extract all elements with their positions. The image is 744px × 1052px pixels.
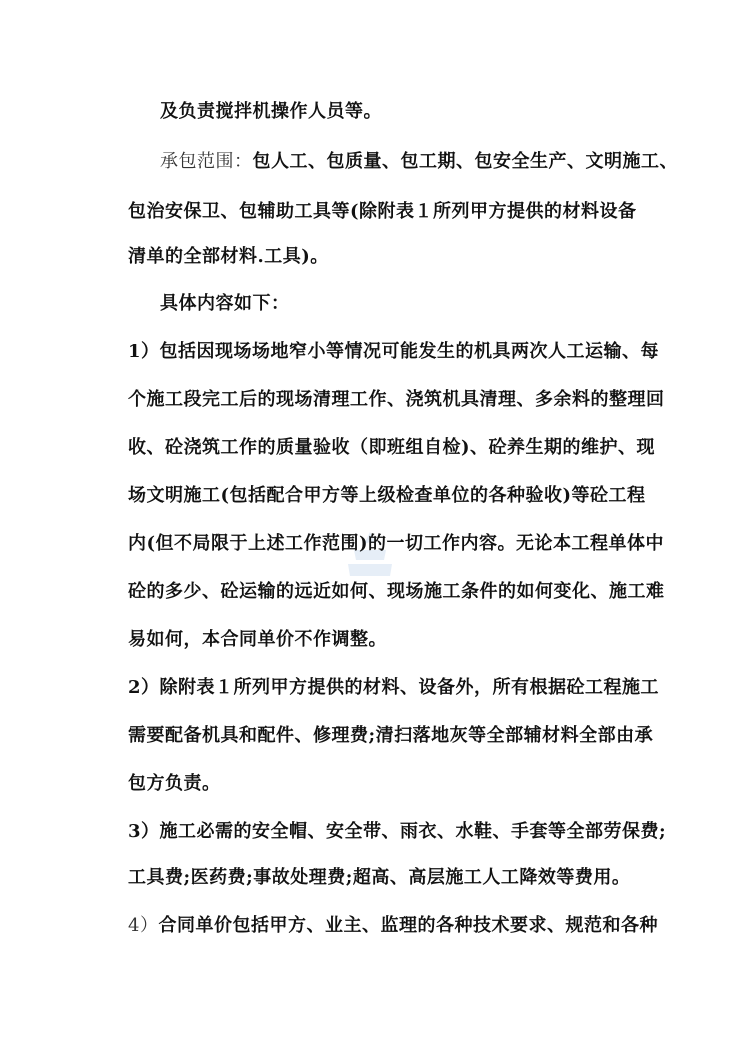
text-line: 需要配备机具和配件、修理费;清扫落地灰等全部辅材料全部由承 [128,725,654,746]
text-line: 收、砼浇筑工作的质量验收（即班组自检)、砼养生期的维护、现 [128,437,656,458]
text-line: 易如何，本合同单价不作调整。 [128,629,387,650]
text-line: 工具费;医药费;事故处理费;超高、高层施工人工降效等费用。 [128,867,631,888]
text-line: 包方负责。 [128,773,221,794]
text-line: 4）合同单价包括甲方、业主、监理的各种技术要求、规范和各种 [128,915,658,936]
text-line: 清单的全部材料.工具)。 [128,246,329,267]
text-line: 具体内容如下： [160,293,290,314]
text-line: 2）除附表１所列甲方提供的材料、设备外，所有根据砼工程施工 [128,677,660,698]
text-line: 1）包括因现场场地窄小等情况可能发生的机具两次人工运输、每 [128,341,660,362]
text-line: 承包范围：包人工、包质量、包工期、包安全生产、文明施工、 [160,151,678,172]
text-line: 及负责搅拌机操作人员等。 [160,101,382,122]
text-line: 包治安保卫、包辅助工具等(除附表１所列甲方提供的材料设备 [128,201,637,222]
text-line: 个施工段完工后的现场清理工作、浇筑机具清理、多余料的整理回 [128,389,665,410]
text-line: 砼的多少、砼运输的远近如何、现场施工条件的如何变化、施工难 [128,581,665,602]
text-line: 3）施工必需的安全帽、安全带、雨衣、水鞋、手套等全部劳保费; [128,821,667,842]
text-line: 内(但不局限于上述工作范围)的一切工作内容。无论本工程单体中 [128,533,665,554]
text-line: 场文明施工(包括配合甲方等上级检查单位的各种验收)等砼工程 [128,485,646,506]
